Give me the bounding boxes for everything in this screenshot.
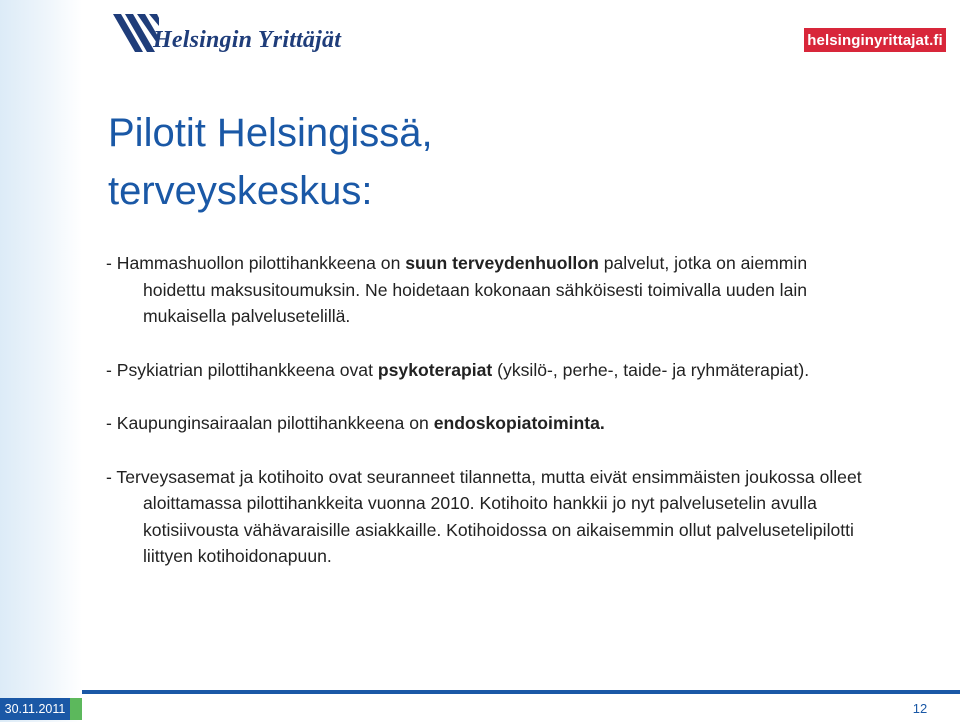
paragraph-prefix: - Terveysasemat ja kotihoito ovat seuranneet tilannetta, mutta eivät ensimmäisten joukossa olleet aloittamassa pilottihankkeita vuonna 2010. Kotihoito hankkii jo nyt palvelusetelin avulla kotisiivousta vähävaraisille asiakkaille. Kotihoidossa on aikaisemmin ollut palvelusetelipilotti liittyen kotihoidonapuun.: [106, 466, 862, 566]
paragraph-bold: suun terveydenhuollon: [405, 253, 599, 273]
paragraph-psychiatry: [106, 357, 866, 384]
site-url-badge[interactable]: helsinginyrittajat.fi: [804, 28, 946, 52]
footer-rule: [82, 690, 960, 694]
left-gradient-band: [0, 0, 82, 722]
title-line-1: Pilotit Helsingissä,: [108, 111, 433, 155]
paragraph-prefix: - Psykiatrian pilottihankkeena ovat: [106, 359, 378, 380]
slide-header: [0, 0, 960, 60]
paragraph-hospital: [106, 410, 866, 437]
paragraph-bold: psykoterapiat: [377, 359, 493, 380]
paragraph-dental: [106, 250, 866, 330]
slide-title: [108, 104, 433, 220]
logo: [113, 14, 341, 54]
paragraph-suffix: (yksilö-, perhe-, taide- ja ryhmäterapiat).: [492, 359, 810, 380]
paragraph-health-stations: [106, 464, 866, 570]
slide-footer: [0, 690, 960, 722]
paragraph-prefix: - Kaupunginsairaalan pilottihankkeena on: [106, 413, 434, 433]
paragraph-prefix: - Hammashuollon pilottihankkeena on: [106, 253, 406, 273]
paragraph-bold: endoskopiatoiminta.: [433, 413, 605, 433]
footer-date: 30.11.2011: [0, 698, 70, 720]
page-number: 12: [912, 701, 928, 716]
logo-text: Helsingin Yrittäjät: [153, 27, 342, 53]
footer-accent-bar: [70, 698, 82, 720]
title-line-2: terveyskeskus:: [108, 169, 373, 213]
paragraph-suffix: palvelut, jotka on aiemmin hoidettu maksusitoumuksin. Ne hoidetaan kokonaan sähköisesti toimivalla uuden lain mukaisella palvelusetelillä.: [143, 253, 808, 326]
slide-content: [106, 250, 866, 597]
